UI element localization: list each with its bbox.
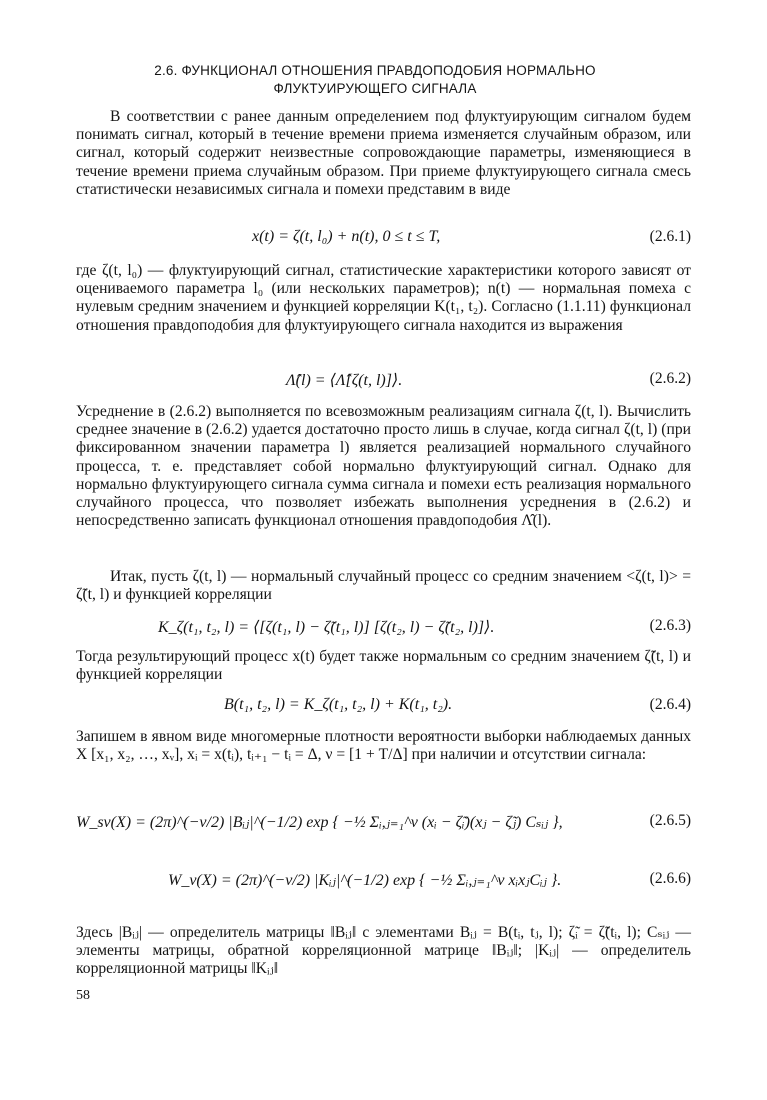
equation-number: (2.6.2) xyxy=(649,370,691,387)
equation-2-6-5 xyxy=(76,800,691,846)
paragraph-definitions: где ζ(t, l₀) — флуктуирующий сигнал, статистические характеристики которого зависят от оцениваемого параметра l₀ (или нескольких параметров); n(t) — нормальная помеха с нулевым средним значением и функцией корреляции K(t₁, t₂). Согласно (1.1.11) функционал отношения правдоподобия для флуктуирующего сигнала находится из выражения xyxy=(76,262,691,334)
equation-body: Λ̂(l) = ⟨Λ̂[ζ(t, l)]⟩. xyxy=(286,372,403,389)
equation-body: W_ν(X) = (2π)^(−ν/2) |Kᵢⱼ|^(−1/2) exp { −½ Σᵢ,ⱼ₌₁^ν xᵢxⱼCᵢⱼ }. xyxy=(168,872,562,889)
paragraph-resulting-process: Тогда результирующий процесс x(t) будет также нормальным со средним значением ζ̃(t, l) и функцией корреляции xyxy=(76,648,691,684)
equation-body: K_ζ(t₁, t₂, l) = ⟨[ζ(t₁, l) − ζ̃(t₁, l)] [ζ(t₂, l) − ζ̃(t₂, l)]⟩. xyxy=(158,619,495,636)
paragraph-notation: Здесь |Bᵢⱼ| — определитель матрицы ‖Bᵢⱼ‖ с элементами Bᵢⱼ = B(tᵢ, tⱼ, l); ζ̃ᵢ = ζ̃(tᵢ, l); Cₛᵢⱼ — элементы матрицы, обратной корреляционной матрице ‖Bᵢⱼ‖; |Kᵢⱼ| — определитель корреляционной матрицы ‖Kᵢⱼ‖ xyxy=(76,924,691,978)
equation-body: W_sν(X) = (2π)^(−ν/2) |Bᵢⱼ|^(−1/2) exp { −½ Σᵢ,ⱼ₌₁^ν (xᵢ − ζ̃ᵢ)(xⱼ − ζ̃ⱼ) Cₛᵢⱼ }, xyxy=(76,814,563,831)
equation-number: (2.6.4) xyxy=(649,696,691,713)
equation-2-6-6 xyxy=(76,858,691,904)
paragraph-averaging: Усреднение в (2.6.2) выполняется по всевозможным реализациям сигнала ζ(t, l). Вычислить среднее значение в (2.6.2) удается достаточно просто лишь в случае, когда сигнал ζ(t, l) (при фиксированном значении параметра l) является реализацией нормального случайного процесса, т. е. представляет собой нормально флуктуирующий сигнал. Однако для нормально флуктуирующего сигнала сумма сигнала и помехи есть реализация нормального случайного процесса, что позволяет избежать выполнения усреднения в (2.6.2) и непосредственно записать функционал отношения правдоподобия Λ̂(l). xyxy=(76,403,691,530)
equation-2-6-3 xyxy=(76,617,691,641)
equation-body: x(t) = ζ(t, l₀) + n(t), 0 ≤ t ≤ T, xyxy=(252,228,441,245)
paragraph-normal-process: Итак, пусть ζ(t, l) — нормальный случайный процесс со средним значением <ζ(t, l)> = ζ̃(t, l) и функцией корреляции xyxy=(76,568,691,604)
equation-number: (2.6.3) xyxy=(649,617,691,634)
equation-2-6-2 xyxy=(76,370,691,394)
paragraph-intro: В соответствии с ранее данным определением под флуктуирующим сигналом будем понимать сигнал, который в течение времени приема изменяется случайным образом, или сигнал, который содержит неизвестные сопровождающие параметры, изменяющиеся в течение времени приема случайным образом. При приеме флуктуирующего сигнала смесь статистически независимых сигнала и помехи представим в виде xyxy=(76,108,691,198)
equation-body: B(t₁, t₂, l) = K_ζ(t₁, t₂, l) + K(t₁, t₂). xyxy=(224,696,453,713)
section-heading-line2: ФЛУКТУИРУЮЩЕГО СИГНАЛА xyxy=(273,81,477,96)
equation-number: (2.6.5) xyxy=(649,812,691,829)
section-heading-line1: 2.6. ФУНКЦИОНАЛ ОТНОШЕНИЯ ПРАВДОПОДОБИЯ НОРМАЛЬНО xyxy=(154,63,596,78)
equation-2-6-1 xyxy=(76,228,691,252)
equation-number: (2.6.1) xyxy=(649,228,691,245)
paragraph-densities: Запишем в явном виде многомерные плотности вероятности выборки наблюдаемых данных X [x₁, x₂, …, xᵥ], xᵢ = x(tᵢ), tᵢ₊₁ − tᵢ = Δ, ν = [1 + T/Δ] при наличии и отсутствии сигнала: xyxy=(76,728,691,764)
section-heading xyxy=(60,62,690,98)
equation-number: (2.6.6) xyxy=(649,870,691,887)
equation-2-6-4 xyxy=(76,696,691,720)
page-number: 58 xyxy=(76,988,90,1003)
